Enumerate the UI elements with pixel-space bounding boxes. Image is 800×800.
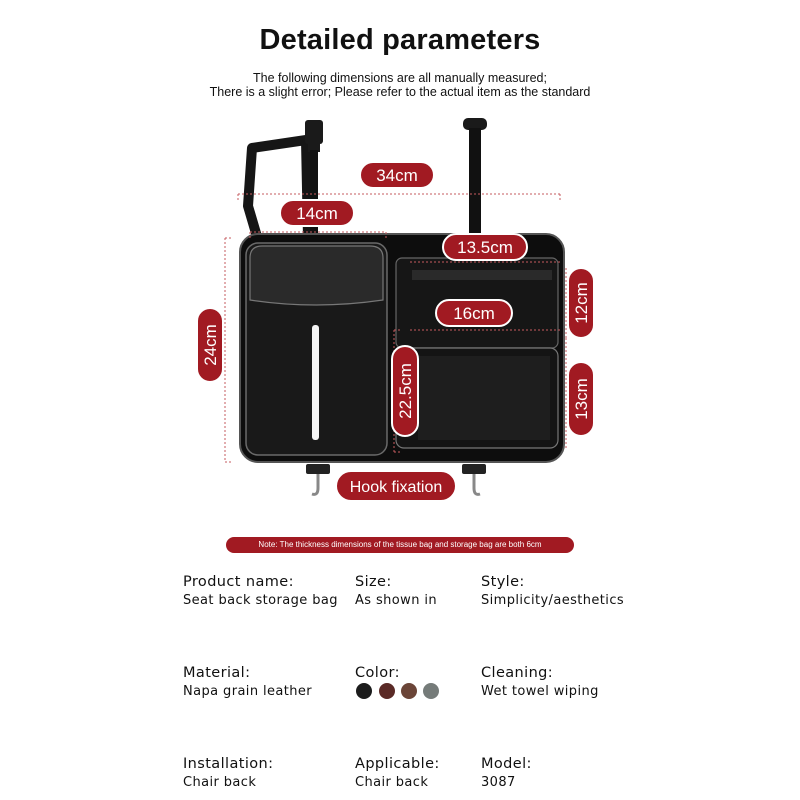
svg-text:24cm: 24cm bbox=[201, 324, 220, 366]
svg-text:34cm: 34cm bbox=[376, 166, 418, 185]
mesh-fabric bbox=[418, 356, 550, 440]
dim-overall-height bbox=[197, 308, 223, 382]
svg-text:Hook fixation: Hook fixation bbox=[349, 479, 443, 496]
spec-installation-value: Chair back bbox=[183, 775, 257, 790]
tissue-flap bbox=[250, 246, 383, 305]
spec-material-value: Napa grain leather bbox=[183, 684, 313, 699]
svg-text:22.5cm: 22.5cm bbox=[396, 363, 415, 419]
page-title: Detailed parameters bbox=[259, 24, 541, 56]
spec-cleaning-label: Cleaning: bbox=[481, 665, 554, 681]
dim-tissue-height bbox=[392, 346, 418, 436]
svg-text:13.5cm: 13.5cm bbox=[457, 238, 513, 257]
left-hook-icon bbox=[306, 464, 330, 494]
spec-size-value: As shown in bbox=[355, 593, 438, 608]
dim-overall-width bbox=[360, 162, 434, 188]
spec-applicable-value: Chair back bbox=[355, 775, 429, 790]
thickness-note: Note: The thickness dimensions of the tissue bag and storage bag are both 6cm bbox=[226, 537, 574, 553]
middle-pocket-opening bbox=[412, 270, 552, 280]
color-swatch-brown bbox=[401, 683, 417, 699]
color-swatch-black bbox=[356, 683, 372, 699]
tissue-slot bbox=[312, 325, 319, 440]
right-strap bbox=[463, 118, 487, 240]
spec-style-value: Simplicity/aesthetics bbox=[481, 593, 625, 608]
right-hook-icon bbox=[462, 464, 486, 494]
svg-text:16cm: 16cm bbox=[453, 304, 495, 323]
hook-fixation-label bbox=[336, 471, 456, 501]
svg-text:12cm: 12cm bbox=[572, 282, 591, 324]
spec-applicable-label: Applicable: bbox=[355, 756, 440, 772]
svg-text:13cm: 13cm bbox=[572, 378, 591, 420]
spec-cleaning-value: Wet towel wiping bbox=[481, 684, 599, 699]
dim-top-pocket-width bbox=[443, 234, 527, 260]
spec-product-name-label: Product name: bbox=[183, 574, 294, 590]
spec-size-label: Size: bbox=[355, 574, 392, 590]
spec-style-label: Style: bbox=[481, 574, 525, 590]
subtitle-line-2: There is a slight error; Please refer to the actual item as the standard bbox=[209, 85, 591, 99]
color-swatch-dark-brown bbox=[379, 683, 395, 699]
subtitle-line-1: The following dimensions are all manually measured; bbox=[253, 71, 547, 85]
spec-product-name-value: Seat back storage bag bbox=[183, 593, 338, 608]
color-swatch-gray bbox=[423, 683, 439, 699]
dim-middle-pocket-width bbox=[436, 300, 512, 326]
dim-mesh-pocket-height bbox=[568, 362, 594, 436]
dim-middle-pocket-height bbox=[568, 268, 594, 338]
spec-material-label: Material: bbox=[183, 665, 251, 681]
spec-model-value: 3087 bbox=[481, 775, 516, 790]
spec-installation-label: Installation: bbox=[183, 756, 274, 772]
dim-tissue-width bbox=[280, 200, 354, 226]
spec-model-label: Model: bbox=[481, 756, 532, 772]
spec-color-label: Color: bbox=[355, 665, 400, 681]
svg-text:14cm: 14cm bbox=[296, 204, 338, 223]
